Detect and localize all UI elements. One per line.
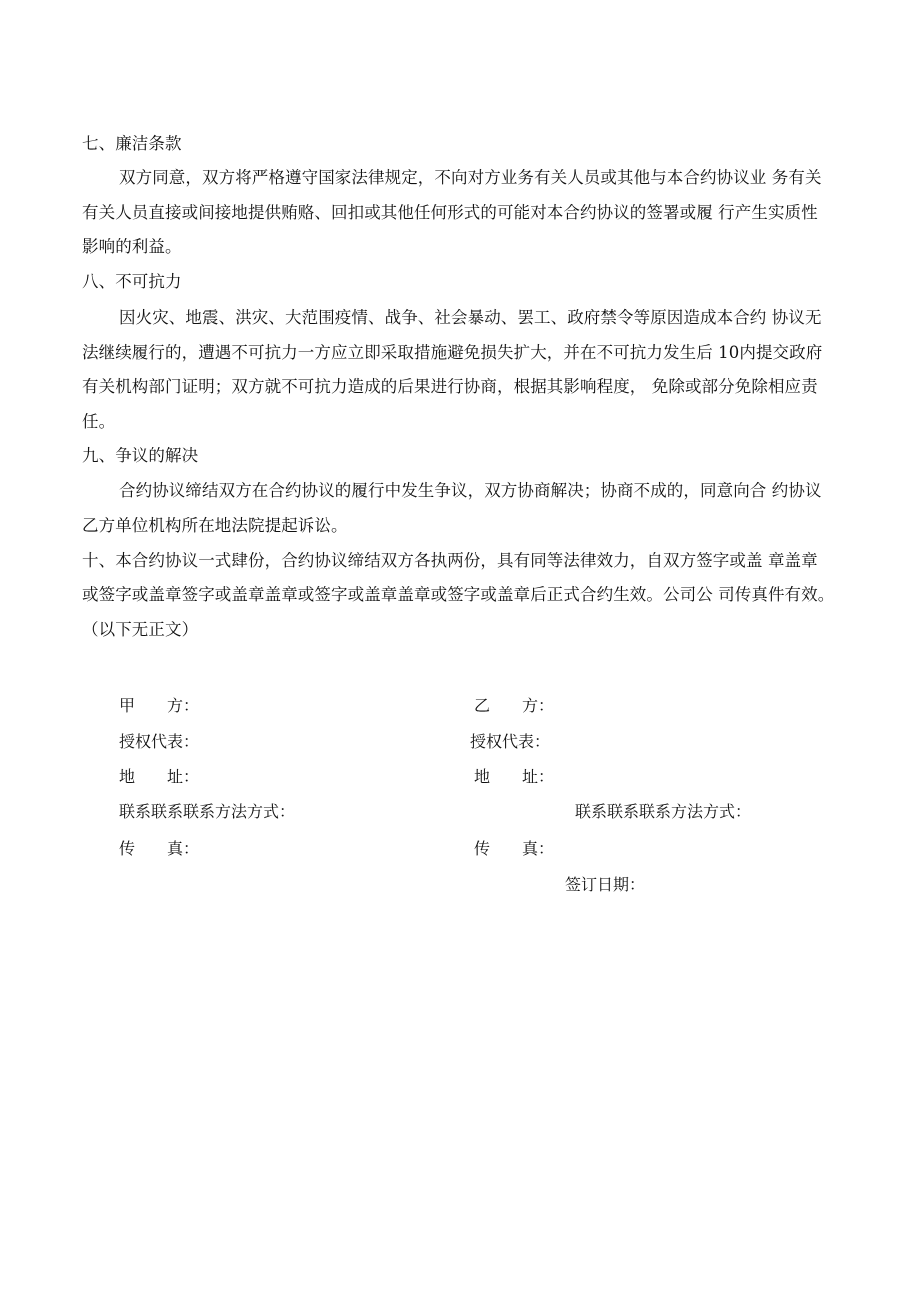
section-8-line-1: 因火灾、地震、洪灾、大范围疫情、战争、社会暴动、罢工、政府禁令等原因造成本合约 协议无 [119,308,822,327]
section-8-line-2: 法继续履行的，遭遇不可抗力一方应立即采取措施避免损失扩大，并在不可抗力发生后 10内提交政府 [82,343,823,362]
party-a-address-label: 地 址： [119,767,200,786]
party-a-label: 甲 方： [119,696,200,715]
section-7-line-2: 有关人员直接或间接地提供贿赂、回扣或其他任何形式的可能对本合约协议的签署或履 行产生实质性 [82,203,818,222]
party-b-contact-label: 联系联系联系方法方式： [575,802,752,821]
party-b-representative-label: 授权代表： [470,732,551,751]
party-a-representative-label: 授权代表： [119,732,200,751]
section-9-line-2: 乙方单位机构所在地法院提起诉讼。 [82,516,348,535]
section-9-heading: 九、争议的解决 [82,446,199,465]
section-8-heading: 八、不可抗力 [82,272,182,291]
section-7-line-1: 双方同意，双方将严格遵守国家法律规定，不向对方业务有关人员或其他与本合约协议业 务有关 [119,168,822,187]
section-8-line-4: 任。 [82,412,116,431]
section-10-line-2: 或签字或盖章签字或盖章盖章或签字或盖章盖章或签字或盖章后正式合约生效。公司公 司传真件有效。 [82,585,835,604]
party-a-contact-label: 联系联系联系方法方式： [119,802,296,821]
signing-date-label: 签订日期： [565,875,646,894]
party-b-label: 乙 方： [474,696,555,715]
party-b-fax-label: 传 真： [474,839,555,858]
section-7-line-3: 影响的利益。 [82,237,182,256]
party-a-fax-label: 传 真： [119,839,200,858]
section-9-line-1: 合约协议缔结双方在合约协议的履行中发生争议，双方协商解决；协商不成的，同意向合 约协议 [119,481,822,500]
section-10-line-1: 十、本合约协议一式肆份，合约协议缔结双方各执两份，具有同等法律效力，自双方签字或盖 章盖章 [82,551,818,570]
section-7-heading: 七、廉洁条款 [82,134,182,153]
section-8-line-3: 有关机构部门证明；双方就不可抗力造成的后果进行协商，根据其影响程度， 免除或部分免除相应责 [82,377,818,396]
no-further-text-note: （以下无正文） [82,620,199,639]
party-b-address-label: 地 址： [474,767,555,786]
